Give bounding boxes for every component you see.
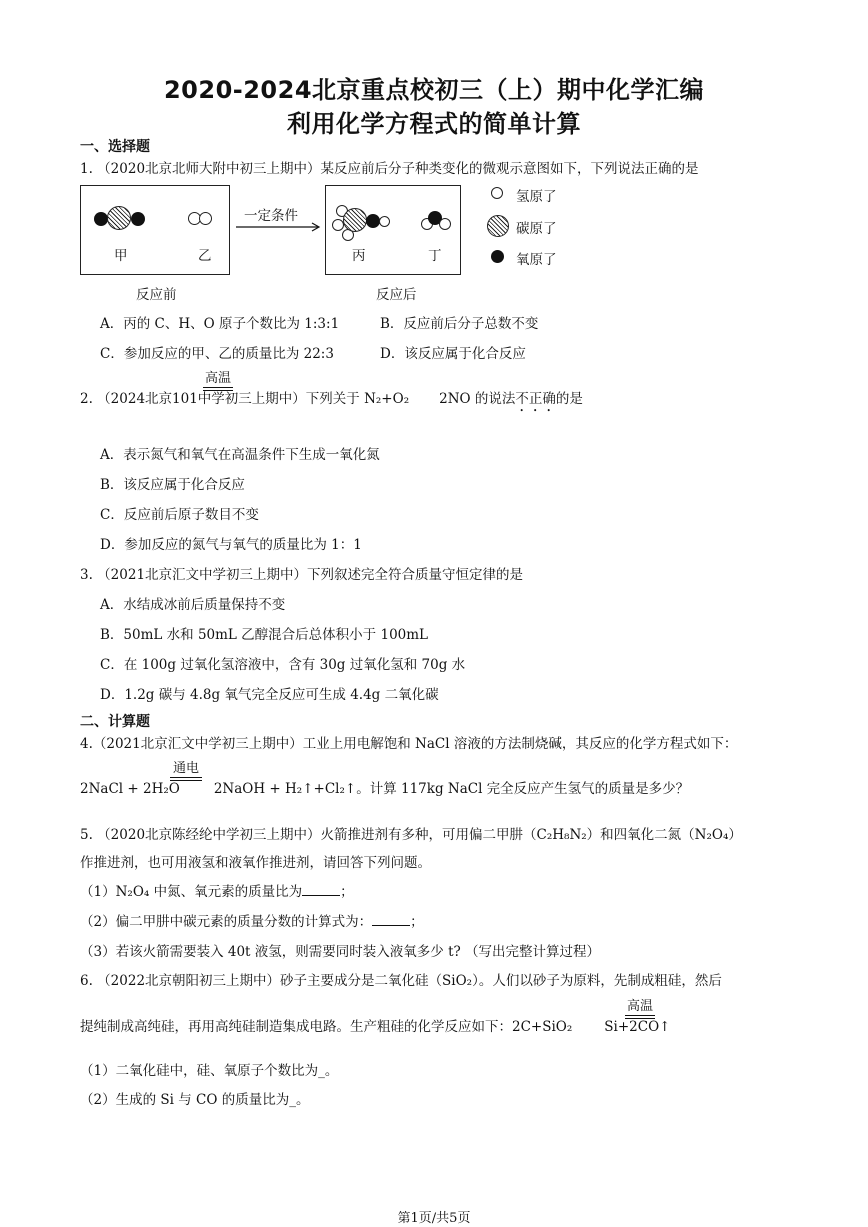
page-footer: 第1页/共5页 [397, 1211, 471, 1226]
question-3-stem: 3. （2021北京汇文中学初三上期中）下列叙述完全符合质量守恒定律的是 [80, 567, 524, 583]
hydrogen-atom [379, 216, 390, 227]
question-2-stem [80, 387, 583, 415]
answer-blank[interactable] [302, 895, 340, 896]
q2-stem-mid: 2NO 的说法 [439, 391, 516, 407]
label-bing: 丙 [352, 248, 366, 264]
q1-option-c: C．参加反应的甲、乙的质量比为 22:3 [100, 346, 334, 362]
q5-part-2 [80, 910, 424, 930]
oxygen-atom [94, 212, 108, 226]
legend-carbon: 碳原了 [516, 221, 557, 237]
label-yi: 乙 [198, 248, 212, 264]
q6-stem2-post: Si+2CO↑ [604, 1019, 671, 1035]
q2-condition-label: 高温 [204, 371, 231, 386]
hydrogen-atom [439, 218, 451, 230]
q5-part-1 [80, 880, 354, 900]
q4-eq-pre: 2NaCl + 2H₂O [80, 781, 180, 797]
q2-option-c: C．反应前后原子数目不变 [100, 507, 259, 523]
page-subtitle: 利用化学方程式的简单计算 [287, 110, 581, 138]
q4-condition [170, 762, 202, 781]
carbon-atom [343, 208, 367, 232]
q1-option-a: A．丙的 C、H、O 原子个数比为 1:3:1 [100, 316, 340, 332]
q5-part-2-text: （2）偏二甲肼中碳元素的质量分数的计算式为： [80, 914, 373, 930]
q2-stem-post: 的是 [555, 391, 583, 407]
equals-sign [170, 777, 202, 781]
legend-oxygen-icon [491, 250, 504, 263]
label-ding: 丁 [428, 248, 442, 264]
label-after: 反应后 [376, 287, 417, 303]
q2-stem-pre: 2. （2024北京101中学初三上期中）下列关于 N₂+O₂ [80, 391, 410, 407]
q5-part-1-end: ； [340, 884, 354, 900]
q6-equation [80, 1015, 670, 1035]
legend-hydrogen: 氢原了 [516, 189, 557, 205]
carbon-atom [107, 206, 131, 230]
q1-option-b: B．反应前后分子总数不变 [380, 316, 539, 332]
q2-option-d: D．参加反应的氮气与氧气的质量比为 1：1 [100, 537, 362, 553]
oxygen-atom [366, 214, 380, 228]
hydrogen-atom [199, 212, 212, 225]
q6-part-1: （1）二氧化硅中，硅、氧原子个数比为_。 [80, 1063, 339, 1079]
q6-condition [625, 1000, 655, 1019]
q3-option-d: D．1.2g 碳与 4.8g 氧气完全反应可生成 4.4g 二氧化碳 [100, 687, 439, 703]
legend-oxygen: 氧原了 [516, 252, 557, 268]
question-4-stem: 4.（2021北京汇文中学初三上期中）工业上用电解饱和 NaCl 溶液的方法制烧碱，其反应的化学方程式如下： [80, 736, 738, 752]
q4-condition-label: 通电 [172, 761, 199, 776]
q4-eq-post: 2NaOH + H₂↑+Cl₂↑。计算 117kg NaCl 完全反应产生氢气的质量是多少？ [213, 781, 690, 797]
section-heading-choice: 一、选择题 [80, 139, 150, 155]
q2-option-b: B．该反应属于化合反应 [100, 477, 245, 493]
q1-option-d: D．该反应属于化合反应 [380, 346, 526, 362]
q2-condition [203, 372, 233, 391]
question-5-stem: 5. （2020北京陈经纶中学初三上期中）火箭推进剂有多种，可用偏二甲肼（C₂H₈N₂）和四氧化二氮（N₂O₄） [80, 827, 742, 843]
section-heading-calc: 二、计算题 [80, 714, 150, 730]
arrow-condition: 一定条件 [244, 208, 298, 224]
q5-part-3: （3）若该火箭需要装入 40t 液氢，则需要同时装入液氧多少 t? （写出完整计算过程） [80, 944, 601, 960]
label-before: 反应前 [136, 287, 177, 303]
q6-condition-label: 高温 [626, 999, 653, 1014]
reaction-arrow-icon [234, 222, 324, 232]
oxygen-atom [131, 212, 145, 226]
question-5-stem-2: 作推进剂，也可用液氢和液氧作推进剂，请回答下列问题。 [80, 855, 431, 871]
q6-part-2: （2）生成的 Si 与 CO 的质量比为_。 [80, 1092, 310, 1108]
page-title: 2020-2024北京重点校初三（上）期中化学汇编 [163, 76, 705, 104]
q3-option-b: B．50mL 水和 50mL 乙醇混合后总体积小于 100mL [100, 627, 429, 643]
equals-sign [625, 1015, 655, 1019]
q2-stem-emph: 不正确 [515, 391, 556, 407]
equals-sign [203, 387, 233, 391]
answer-blank[interactable] [372, 925, 410, 926]
q6-stem2-pre: 提纯制成高纯硅，再用高纯硅制造集成电路。生产粗硅的化学反应如下：2C+SiO₂ [80, 1019, 573, 1035]
q3-option-a: A．水结成冰前后质量保持不变 [100, 597, 286, 613]
legend-carbon-icon [487, 215, 509, 237]
question-1-stem: 1. （2020北京北师大附中初三上期中）某反应前后分子种类变化的微观示意图如下，下列说法正确的是 [80, 161, 699, 177]
label-jia: 甲 [114, 248, 128, 264]
legend-hydrogen-icon [491, 187, 503, 199]
q3-option-c: C．在 100g 过氧化氢溶液中，含有 30g 过氧化氢和 70g 水 [100, 657, 466, 673]
q5-part-2-end: ； [410, 914, 424, 930]
question-6-stem: 6. （2022北京朝阳初三上期中）砂子主要成分是二氧化硅（SiO₂）。人们以砂子为原料，先制成粗硅，然后 [80, 973, 722, 989]
q2-option-a: A．表示氮气和氧气在高温条件下生成一氧化氮 [100, 447, 380, 463]
q5-part-1-text: （1）N₂O₄ 中氮、氧元素的质量比为 [80, 884, 303, 900]
